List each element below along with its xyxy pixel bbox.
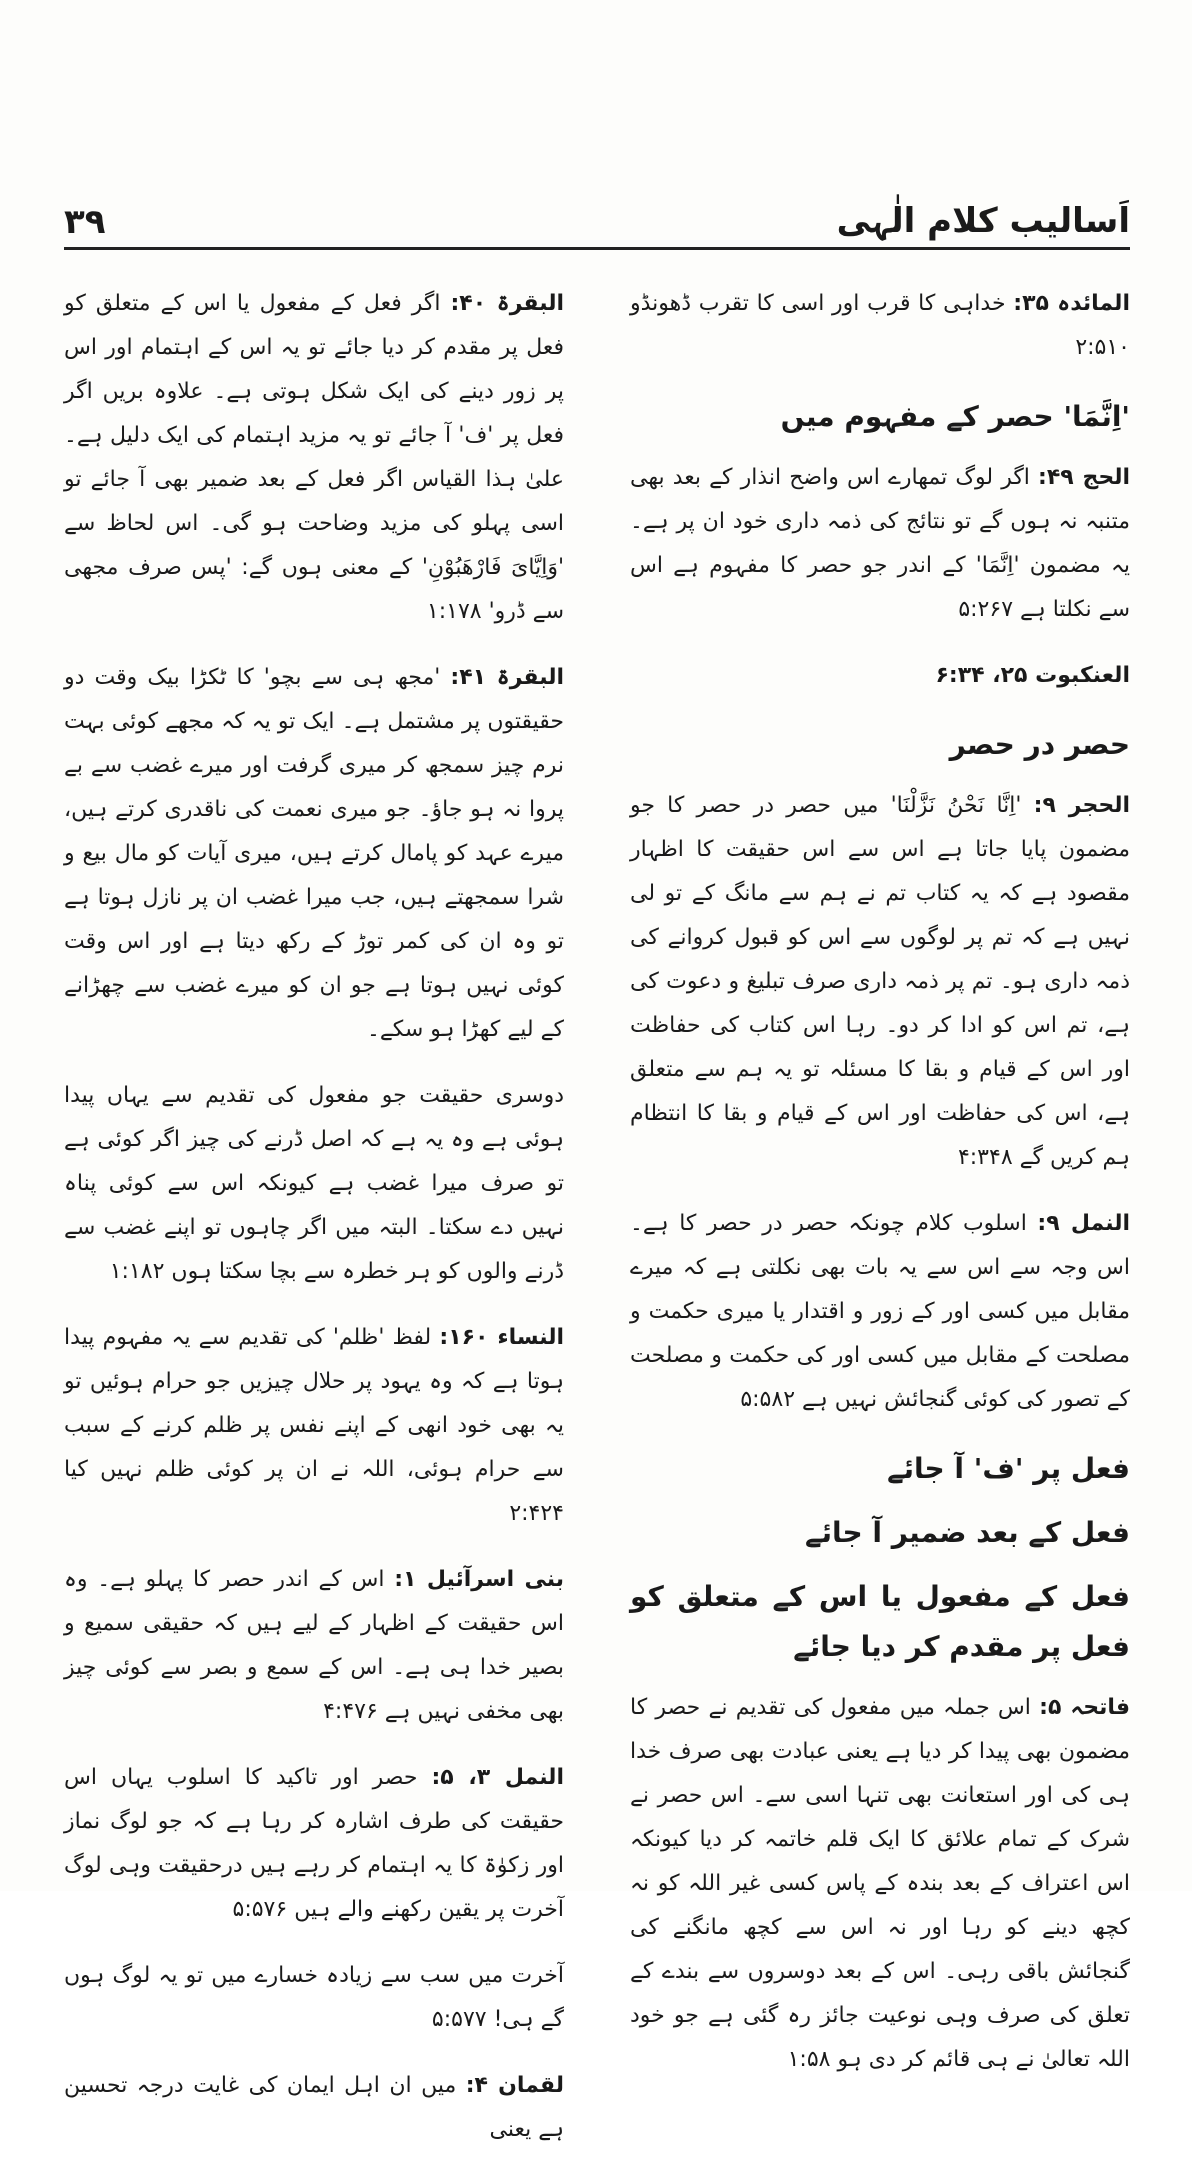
verse-reference: النساء ۱۶۰: (439, 1325, 564, 1350)
verse-reference: النمل ۳، ۵: (431, 1765, 564, 1790)
verse-reference: الحج ۴۹: (1038, 465, 1130, 490)
verse-reference: العنکبوت ۲۵، ۶:۳۴ (935, 663, 1130, 688)
verse-reference: النمل ۹: (1037, 1211, 1131, 1236)
heading-text: فعل کے مفعول یا اس کے متعلق کو فعل پر مقدم کر دیا جائے (630, 1580, 1130, 1663)
paragraph (630, 654, 1130, 698)
verse-reference: البقرۃ ۴۰: (450, 291, 565, 316)
paragraph (64, 1558, 564, 1734)
paragraph-text: حصر اور تاکید کا اسلوب یہاں اس حقیقت کی طرف اشارہ کر رہا ہے کہ جو لوگ نماز اور زکوٰۃ کا یہ اہتمام کر رہے ہیں درحقیقت وہی لوگ آخرت پر یقین رکھنے والے ہیں ۵:۵۷۶ (64, 1765, 564, 1922)
paragraph-text: لفظ 'ظلم' کی تقدیم سے یہ مفہوم پیدا ہوتا ہے کہ وہ یہود پر حلال چیزیں جو حرام ہوئیں تو یہ بھی خود انھی کے اپنے نفس پر ظلم کرنے کے سبب سے حرام ہوئی، اللہ نے ان پر کوئی ظلم نہیں کیا ۲:۴۲۴ (64, 1325, 564, 1526)
paragraph (630, 282, 1130, 370)
paragraph-text: آخرت میں سب سے زیادہ خسارے میں تو یہ لوگ ہوں گے ہی! ۵:۵۷۷ (64, 1963, 564, 2032)
paragraph-text: 'مجھ ہی سے بچو' کا ٹکڑا بیک وقت دو حقیقتوں پر مشتمل ہے۔ ایک تو یہ کہ مجھے کوئی بہت نرم چیز سمجھ کر میری گرفت اور میرے غضب سے بے پروا نہ ہو جاؤ۔ جو میری نعمت کی ناقدری کرتے ہیں، میرے عہد کو پامال کرتے ہیں، میری آیات کو مال بیع و شرا سمجھتے ہیں، جب میرا غضب ان پر نازل ہوتا ہے تو وہ ان کی کمر توڑ کے رکھ دیتا ہے اور اس وقت کوئی نہیں ہوتا ہے جو ان کو میرے غضب سے چھڑانے کے لیے کھڑا ہو سکے۔ (64, 665, 564, 1042)
paragraph-text: اگر لوگ تمھارے اس واضح انذار کے بعد بھی متنبہ نہ ہوں گے تو نتائج کی ذمہ داری خود ان پر ہے۔ یہ مضمون 'اِنَّمَا' کے اندر جو حصر کا مفہوم ہے اس سے نکلتا ہے ۵:۲۶۷ (630, 465, 1130, 622)
paragraph (630, 1686, 1130, 2082)
page-header (64, 198, 1130, 250)
heading-text: فعل پر 'ف' آ جائے (887, 1452, 1130, 1485)
section-heading (630, 1508, 1130, 1558)
paragraph-text: میں ان اہل ایمان کی غایت درجہ تحسین ہے یعنی (64, 2073, 564, 2142)
paragraph-text: اگر فعل کے مفعول یا اس کے متعلق کو فعل پر مقدم کر دیا جائے تو یہ اس کے اہتمام اور اس پر زور دینے کی ایک شکل ہوتی ہے۔ علاوہ بریں اگر فعل پر 'ف' آ جائے تو یہ مزید اہتمام کی ایک دلیل ہے۔ علیٰ ہذا القیاس اگر فعل کے بعد ضمیر بھی آ جائے تو اسی پہلو کی مزید وضاحت ہو گی۔ اس لحاظ سے 'وَاِیَّایَ فَارْھَبُوْنِ' کے معنی ہوں گے: 'پس صرف مجھی سے ڈرو' ۱:۱۷۸ (64, 291, 564, 624)
verse-reference: فاتحہ ۵: (1039, 1695, 1130, 1720)
verse-reference: الحجر ۹: (1033, 793, 1130, 818)
paragraph (64, 282, 564, 634)
paragraph (64, 1954, 564, 2042)
paragraph (64, 1756, 564, 1932)
section-heading (630, 1444, 1130, 1494)
paragraph (64, 1074, 564, 1294)
paragraph (64, 656, 564, 1052)
book-title: اَسالیب کلام الٰہی (836, 201, 1130, 241)
paragraph-text: دوسری حقیقت جو مفعول کی تقدیم سے یہاں پیدا ہوئی ہے وہ یہ ہے کہ اصل ڈرنے کی چیز اگر کوئی ہے تو صرف میرا غضب ہے کیونکہ اس سے کوئی پناہ نہیں دے سکتا۔ البتہ میں اگر چاہوں تو اپنے غضب سے ڈرنے والوں کو ہر خطرہ سے بچا سکتا ہوں ۱:۱۸۲ (64, 1083, 564, 1284)
verse-reference: بنی اسرآئیل ۱: (394, 1567, 564, 1592)
heading-text: 'اِنَّمَا' حصر کے مفہوم میں (780, 400, 1130, 433)
section-heading (630, 720, 1130, 770)
paragraph-text: خداہی کا قرب اور اسی کا تقرب ڈھونڈو ۲:۵۱۰ (630, 291, 1130, 360)
paragraph (64, 1316, 564, 1536)
paragraph (630, 1202, 1130, 1422)
paragraph (630, 456, 1130, 632)
paragraph (630, 784, 1130, 1180)
verse-reference: لقمان ۴: (465, 2073, 564, 2098)
page-number: ۳۹ (64, 202, 106, 242)
right-column (630, 282, 1130, 2104)
paragraph-text: اس جملہ میں مفعول کی تقدیم نے حصر کا مضمون بھی پیدا کر دیا ہے یعنی عبادت بھی صرف خدا ہی کی اور استعانت بھی تنہا اسی سے۔ اس حصر نے شرک کے تمام علائق کا ایک قلم خاتمہ کر دیا کیونکہ اس اعتراف کے بعد بندہ کے پاس کسی غیر اللہ کو نہ کچھ دینے کو رہا اور نہ اس سے کچھ مانگنے کی گنجائش باقی رہی۔ اس کے بعد دوسروں سے بندے کے تعلق کی صرف وہی نوعیت جائز رہ گئی ہے جو خود اللہ تعالیٰ نے ہی قائم کر دی ہو ۱:۵۸ (630, 1695, 1130, 2072)
paragraph (64, 2064, 564, 2152)
section-heading (630, 1572, 1130, 1672)
paragraph-text: اسلوب کلام چونکہ حصر در حصر کا ہے۔ اس وجہ سے اس سے یہ بات بھی نکلتی ہے کہ میرے مقابل میں کسی اور کے زور و اقتدار یا میری حکمت و مصلحت کے مقابل میں کسی اور کی حکمت و مصلحت کے تصور کی کوئی گنجائش نہیں ہے ۵:۵۸۲ (630, 1211, 1130, 1412)
section-heading (630, 392, 1130, 442)
heading-text: فعل کے بعد ضمیر آ جائے (805, 1516, 1130, 1549)
paragraph-text: اس کے اندر حصر کا پہلو ہے۔ وہ اس حقیقت کے اظہار کے لیے ہیں کہ حقیقی سمیع و بصیر خدا ہی ہے۔ اس کے سمع و بصر سے کوئی چیز بھی مخفی نہیں ہے ۴:۴۷۶ (64, 1567, 564, 1724)
left-column (64, 282, 564, 2174)
heading-text: حصر در حصر (949, 728, 1130, 761)
paragraph-text: 'اِنَّا نَحْنُ نَزَّلْنَا' میں حصر در حصر کا جو مضمون پایا جاتا ہے اس سے اس حقیقت کا اظہار مقصود ہے کہ یہ کتاب تم نے ہم سے مانگ کے تو لی نہیں ہے کہ تم پر لوگوں سے اس کو قبول کروانے کی ذمہ داری ہو۔ تم پر ذمہ داری صرف تبلیغ و دعوت کی ہے، تم اس کو ادا کر دو۔ رہا اس کتاب کی حفاظت اور اس کے قیام و بقا کا مسئلہ تو یہ ہم سے متعلق ہے، اس کی حفاظت اور اس کے قیام و بقا کا انتظام ہم کریں گے ۴:۳۴۸ (630, 793, 1130, 1170)
verse-reference: المائدہ ۳۵: (1013, 291, 1130, 316)
verse-reference: البقرۃ ۴۱: (450, 665, 564, 690)
